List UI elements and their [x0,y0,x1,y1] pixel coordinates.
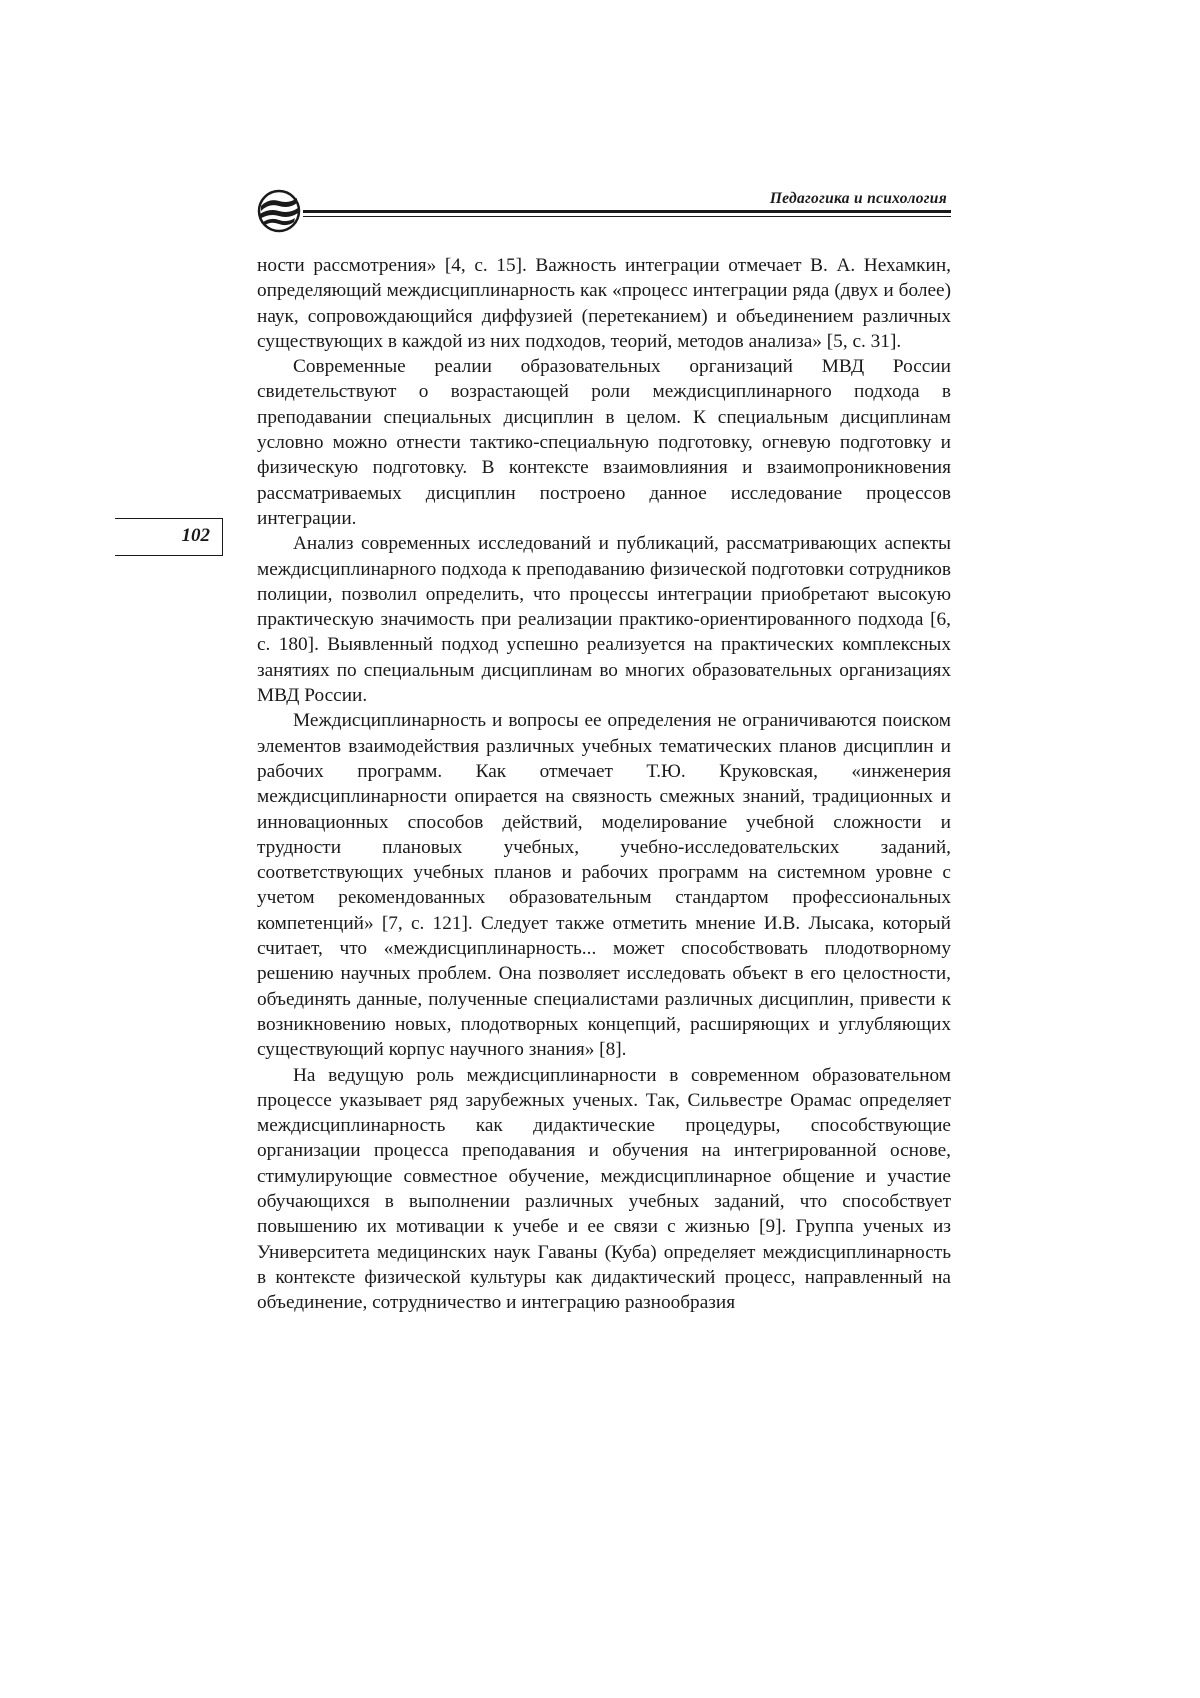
page-number: 102 [181,525,210,546]
paragraph-2: Современные реалии образовательных организаций МВД России свидетельствуют о возрастающей роли междисциплинарного подхода в преподавании специальных дисциплин в целом. К специальным дисциплинам условно можно отнести тактико-специальную подготовку, огневую подготовку и физическую подготовку. В контексте взаимовлияния и взаимопроникновения рассматриваемых дисциплин построено данное исследование процессов интеграции. [257,356,951,529]
header-rule-thick [303,210,951,213]
page-header [257,186,951,236]
paragraph-1: ности рассмотрения» [4, с. 15]. Важность интеграции отмечает В. А. Нехамкин, определяющий междисциплинарность как «процесс интеграции ряда (двух и более) наук, сопровождающийся диффузией (перетеканием) и объединением различных существующих в каждой из них подходов, теорий, методов анализа» [5, с. 31]. [257,255,951,352]
article-body [257,253,951,1315]
paragraph-5: На ведущую роль междисциплинарности в современном образовательном процессе указывает ряд зарубежных ученых. Так, Сильвестре Орамас определяет междисциплинарность как дидактические процедуры, способствующие организации процесса преподавания и обучения на интегрированной основе, стимулирующие совместное обучение, междисциплинарное общение и участие обучающихся в выполнении различных учебных заданий, что способствует повышению их мотивации к учебе и ее связи с жизнью [9]. Группа ученых из Университета медицинских наук Гаваны (Куба) определяет междисциплинарность в контексте физической культуры как дидактический процесс, направленный на объединение, сотрудничество и интеграцию разнообразия [257,1064,951,1314]
running-title: Педагогика и психология [769,190,947,207]
header-rule-thin [303,216,951,217]
page-number-box [115,518,223,556]
paragraph-3: Анализ современных исследований и публикаций, рассматривающих аспекты междисциплинарного подхода к преподаванию физической подготовки сотрудников полиции, позволил определить, что процессы интеграции приобретают высокую практическую значимость при реализации практико-ориентированного подхода [6, с. 180]. Выявленный подход успешно реализуется на практических комплексных занятиях по специальным дисциплинам во многих образовательных организациях МВД России. [257,533,951,707]
paragraph-4: Междисциплинарность и вопросы ее определения не ограничиваются поиском элементов взаимодействия различных учебных тематических планов дисциплин и рабочих программ. Как отмечает Т.Ю. Круковская, «инженерия междисциплинарности опирается на связность смежных знаний, традиционных и инновационных способов действий, моделирование учебной сложности и трудности плановых учебных, учебно-исследовательских заданий, соответствующих учебных планов и рабочих программ на системном уровне с учетом рекомендованных образовательным стандартом профессиональных компетенций» [7, с. 121]. Следует также отметить мнение И.В. Лысака, который считает, что «междисциплинарность... может способствовать плодотворному решению научных проблем. Она позволяет исследовать объект в его целостности, объединять данные, полученные специалистами различных дисциплин, привести к возникновению новых, плодотворных концепций, расширяющих и углубляющих существующий корпус научного знания» [8]. [257,710,951,1061]
journal-logo-icon [257,189,301,233]
